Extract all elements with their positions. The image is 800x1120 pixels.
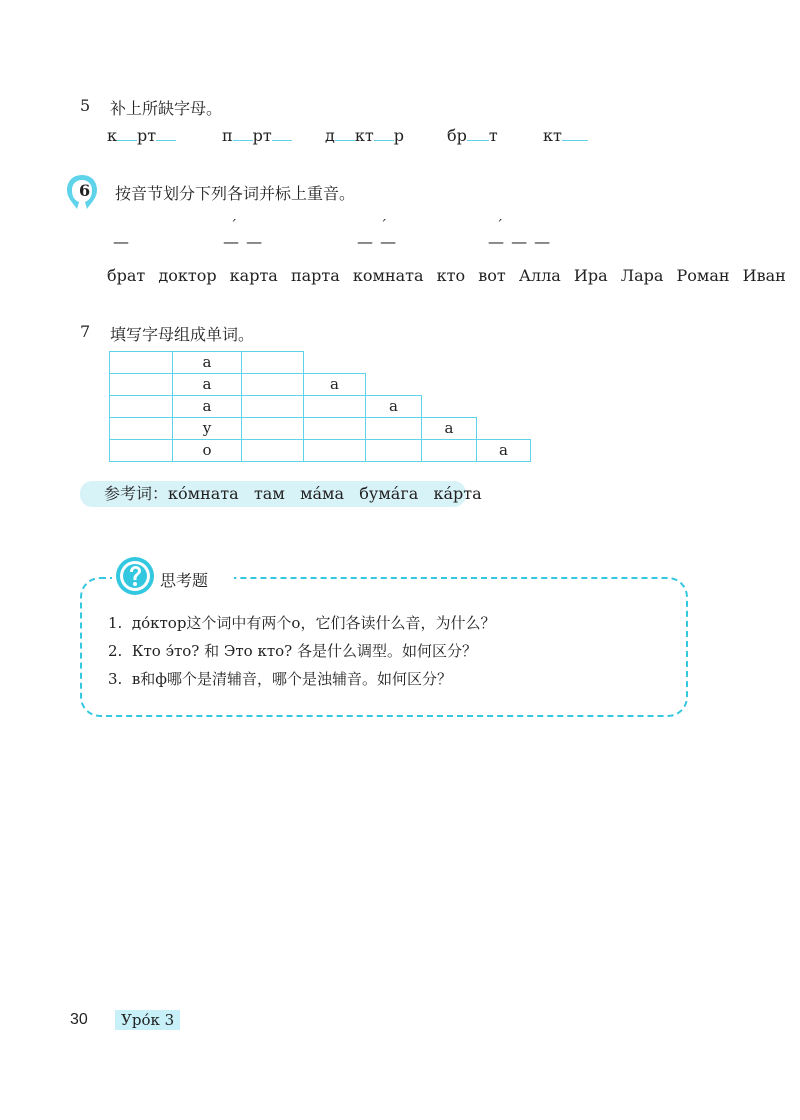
accent-mark-3: ˊ (380, 218, 387, 234)
reference-label: 参考词： (104, 484, 169, 503)
grid-cell[interactable] (241, 373, 304, 396)
exercise-6-title: 按音节划分下列各词并标上重音。 (115, 184, 356, 203)
reference-word: бума́га (359, 484, 419, 503)
word-item: карта (229, 266, 278, 285)
fill-word-3[interactable]: д кт р (325, 126, 404, 145)
grid-cell[interactable] (421, 439, 477, 462)
exercise-7-number: 7 (80, 322, 91, 341)
accent-mark-2: ˊ (230, 218, 237, 234)
fill-word-5[interactable]: кт (543, 126, 588, 145)
accent-mark-4: ˊ (496, 218, 503, 234)
grid-cell: а (365, 395, 422, 418)
grid-cell[interactable] (109, 373, 173, 396)
reference-word: ма́ма (300, 484, 345, 503)
grid-cell: о (172, 439, 242, 462)
grid-cell: а (172, 395, 242, 418)
grid-cell[interactable] (365, 439, 422, 462)
think-title: 思考题 (160, 571, 209, 590)
exercise-6-word-list (107, 266, 786, 285)
reference-word: ка́рта (433, 484, 482, 503)
think-item-1: 1. до́ктор这个词中有两个о，它们各读什么音，为什么？ (108, 614, 496, 632)
word-item: Лара (620, 266, 664, 285)
word-item: кто (436, 266, 466, 285)
word-item: брат (107, 266, 146, 285)
fill-word-1[interactable]: к рт (107, 126, 176, 145)
syllable-pattern-2: — — (223, 232, 264, 251)
grid-cell: а (172, 373, 242, 396)
exercise-5-title: 补上所缺字母。 (110, 99, 223, 118)
grid-cell: а (172, 351, 242, 374)
grid-cell[interactable] (109, 417, 173, 440)
word-item: комната (352, 266, 424, 285)
grid-cell: а (421, 417, 477, 440)
word-item: Иван (742, 266, 786, 285)
grid-cell[interactable] (241, 351, 304, 374)
lesson-tag: Уро́к 3 (115, 1010, 180, 1030)
grid-cell[interactable] (303, 395, 366, 418)
grid-cell[interactable] (109, 351, 173, 374)
think-item-2: 2. Кто э́то? 和 Это кто? 各是什么调型。如何区分？ (108, 642, 477, 660)
grid-cell: а (303, 373, 366, 396)
exercise-5-number: 5 (80, 96, 91, 115)
grid-cell[interactable] (241, 395, 304, 418)
exercise-6-number: 6 (79, 181, 91, 200)
question-icon (114, 555, 156, 597)
fill-word-2[interactable]: п рт (222, 126, 292, 145)
reference-words-bar (80, 481, 482, 507)
grid-cell: у (172, 417, 242, 440)
fill-word-4[interactable]: бр т (447, 126, 498, 145)
exercise-5-items (107, 126, 627, 148)
word-item: Алла (518, 266, 561, 285)
grid-cell[interactable] (241, 417, 304, 440)
grid-cell: а (476, 439, 531, 462)
grid-cell[interactable] (109, 439, 173, 462)
grid-cell[interactable] (109, 395, 173, 418)
word-item: доктор (158, 266, 217, 285)
grid-cell[interactable] (303, 417, 366, 440)
syllable-pattern-1: — (113, 232, 130, 251)
reference-word: там (253, 484, 285, 503)
word-item: парта (290, 266, 340, 285)
grid-cell[interactable] (365, 417, 422, 440)
exercise-7-title: 填写字母组成单词。 (110, 325, 255, 344)
syllable-pattern-3: — — (357, 232, 398, 251)
reference-word: ко́мната (168, 484, 239, 503)
word-item: Ира (573, 266, 608, 285)
think-item-3: 3. в和ф哪个是清辅音，哪个是浊辅音。如何区分？ (108, 670, 453, 688)
page-number: 30 (70, 1011, 88, 1028)
grid-cell[interactable] (303, 439, 366, 462)
syllable-pattern-4: — — — (488, 232, 552, 251)
word-item: Роман (676, 266, 730, 285)
grid-cell[interactable] (241, 439, 304, 462)
word-item: вот (478, 266, 506, 285)
